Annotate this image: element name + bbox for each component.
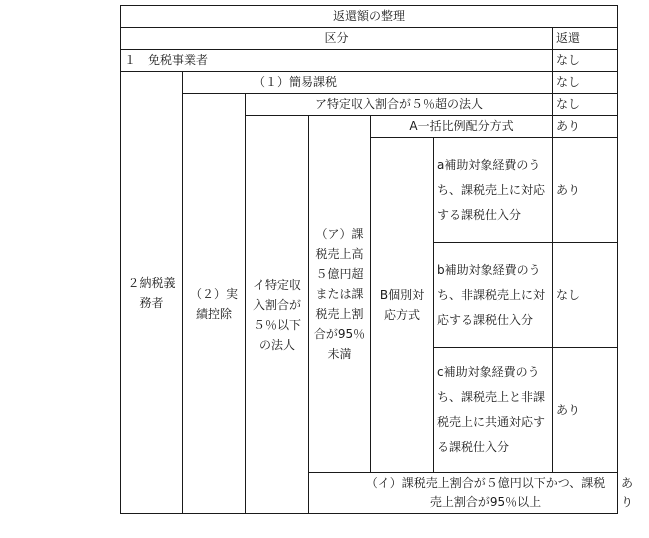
kobetsu-b-value: なし — [553, 243, 618, 348]
table-title: 返還額の整理 — [121, 6, 618, 28]
jisseki-label: （２）実績控除 — [183, 94, 246, 514]
row-menzei-value: なし — [553, 50, 618, 72]
kobetsu-a-value: あり — [553, 138, 618, 243]
header-henkan: 返還 — [553, 28, 618, 50]
ikkatsu-label: A一括比例配分方式 — [371, 116, 553, 138]
tokutei-under5-label: イ特定収入割合が５％以下の法人 — [246, 116, 309, 514]
kobetsu-label: B個別対応方式 — [371, 138, 434, 473]
kobetsu-c-value: あり — [553, 348, 618, 473]
tokutei-over5-value: なし — [553, 94, 618, 116]
kani-value: なし — [553, 72, 618, 94]
kobetsu-c-label: c補助対象経費のうち、課税売上と非課税売上に共通対応する課税仕入分 — [434, 348, 553, 473]
kobetsu-a-label: a補助対象経費のうち、課税売上に対応する課税仕入分 — [434, 138, 553, 243]
kani-label: （１）簡易課税 — [183, 72, 553, 94]
kobetsu-b-label: b補助対象経費のうち、非課税売上に対応する課税仕入分 — [434, 243, 553, 348]
large-sales-label: （ア）課税売上高５億円超または課税売上割合が95％未満 — [309, 116, 371, 473]
tokutei-over5-label: ア特定収入割合が５％超の法人 — [246, 94, 553, 116]
row-menzei-label: １ 免税事業者 — [121, 50, 553, 72]
refund-summary-table: 返還額の整理 区分 返還 １ 免税事業者 なし ２納税義務者 （１）簡易課税 なし （２）実績控除 ア特定収入割合が５％超の法人 なし イ特定収入割合が５％以下の法人 （ア）課税売上高５億円超または課税売上割合が95％未満 A一括比例配分方式 あり B個別対応方式 a補助対象経費のうち、課税売上に対応する課税仕入分 あり b補助対象経費のうち、非課税売上に対応する課税仕入分 なし c補助対象経費のうち、課税売上と非課税売上に共通対応する課税仕入分 あり （イ）課税売上割合が５億円以下かつ、課税売上割合が95％以上 あり — [120, 5, 618, 514]
small-sales-label: （イ）課税売上割合が５億円以下かつ、課税売上割合が95％以上 — [309, 473, 618, 514]
taxable-business-label: ２納税義務者 — [121, 72, 183, 514]
header-kubun: 区分 — [121, 28, 553, 50]
ikkatsu-value: あり — [553, 116, 618, 138]
